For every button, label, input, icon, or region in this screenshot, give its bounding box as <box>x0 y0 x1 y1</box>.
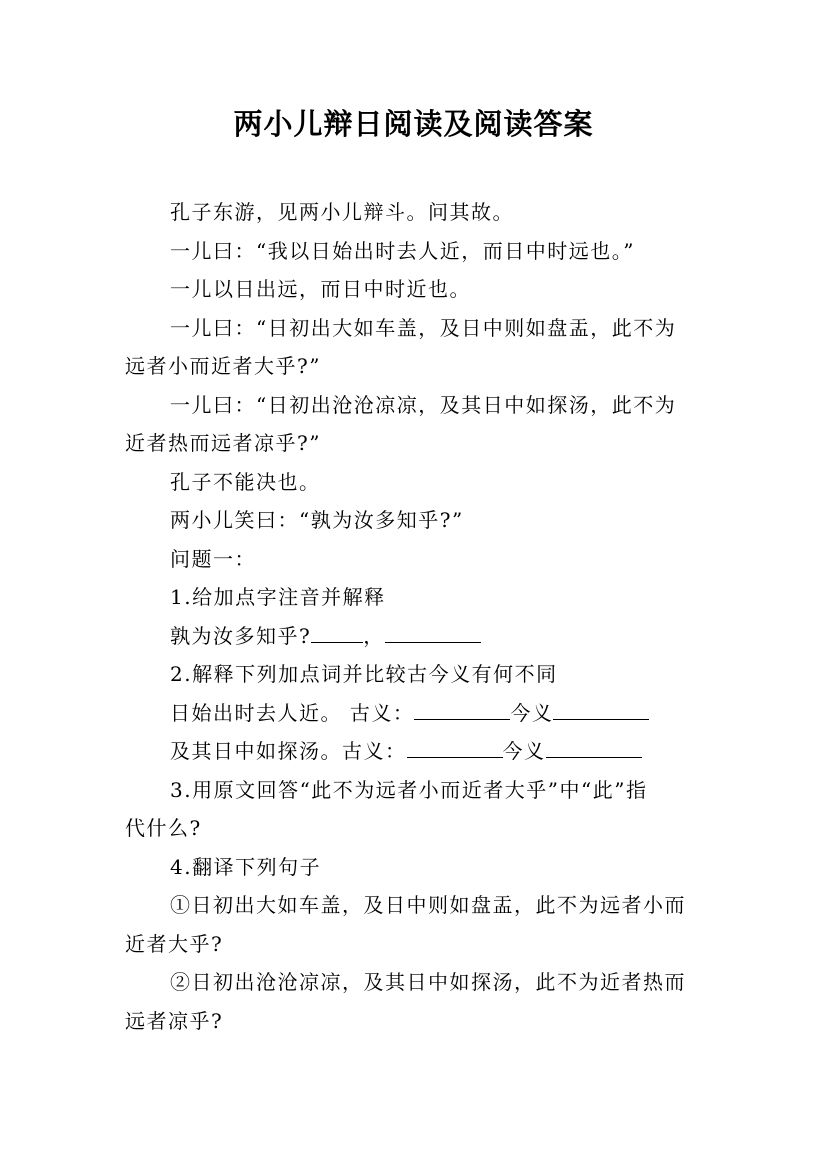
answer-blank[interactable] <box>414 695 510 720</box>
answer-blank[interactable] <box>385 618 481 643</box>
paragraph-line: 两小儿笑曰：“孰为汝多知乎?” <box>170 508 464 532</box>
translation-item-continued: 远者凉乎? <box>125 1008 224 1033</box>
paragraph-line: 一儿以日出远，而日中时近也。 <box>170 277 471 301</box>
paragraph-line: 一儿曰：“日初出沧沧凉凉，及其日中如探汤，此不为 <box>170 392 677 417</box>
question-item: 3.用原文回答“此不为远者小而近者大乎”中“此”指 <box>170 777 648 802</box>
paragraph-line: 远者小而近者大乎?” <box>125 354 321 378</box>
answer-blank[interactable] <box>407 733 503 758</box>
answer-blank[interactable] <box>546 733 642 758</box>
paragraph-line: 一儿曰：“日初出大如车盖，及日中则如盘盂，此不为 <box>170 315 677 340</box>
answer-line <box>125 732 705 771</box>
paragraph-line: 一儿曰：“我以日始出时去人近，而日中时远也。” <box>170 238 635 263</box>
answer-blank[interactable] <box>311 618 363 643</box>
paragraph-line: 孔子不能决也。 <box>170 469 321 494</box>
question-heading: 问题一： <box>170 546 256 571</box>
translation-item: ②日初出沧沧凉凉，及其日中如探汤，此不为近者热而 <box>170 970 686 994</box>
translation-item: ①日初出大如车盖，及日中则如盘盂，此不为远者小而 <box>170 893 686 917</box>
question-item-continued: 代什么? <box>125 816 202 840</box>
question-item: 1.给加点字注音并解释 <box>170 585 386 609</box>
question-text: 及其日中如探汤。古义： <box>170 739 407 763</box>
paragraph-line: 近者热而远者凉乎?” <box>125 431 321 455</box>
paragraph-line: 孔子东游，见两小儿辩斗。问其故。 <box>170 200 514 224</box>
question-text: 孰为汝多知乎? <box>170 623 312 648</box>
comma-text: ， <box>363 623 385 648</box>
answer-blank[interactable] <box>553 695 649 720</box>
question-text: 今义 <box>510 700 554 725</box>
question-item: 4.翻译下列句子 <box>170 854 322 879</box>
question-item: 2.解释下列加点词并比较古今义有何不同 <box>170 662 558 686</box>
answer-line <box>125 617 705 656</box>
question-text: 日始出时去人近。 古义： <box>170 700 415 725</box>
document-body <box>125 193 705 1040</box>
question-text: 今义 <box>502 739 546 763</box>
translation-item-continued: 近者大乎? <box>125 931 224 956</box>
answer-line <box>125 694 705 733</box>
document-title: 两小儿辩日阅读及阅读答案 <box>233 107 594 141</box>
